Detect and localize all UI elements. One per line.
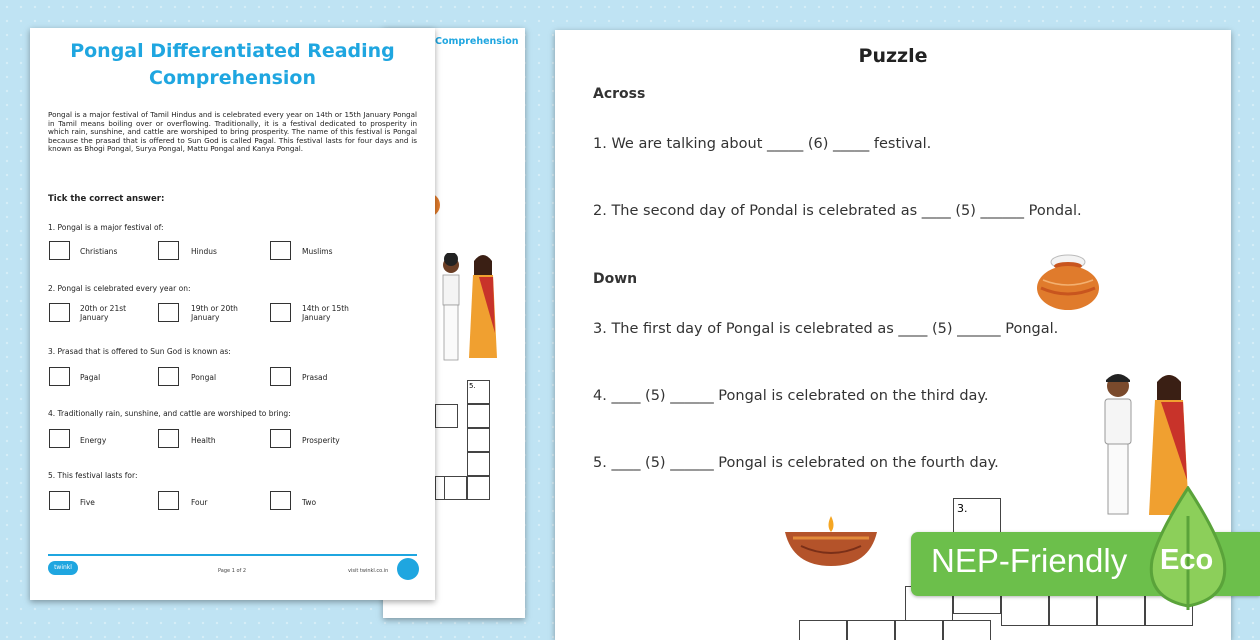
answer-option: Hindus — [191, 247, 217, 256]
answer-option: 19th or 20th January — [191, 304, 238, 322]
answer-option: Health — [191, 436, 216, 445]
crossword-cell — [895, 620, 943, 640]
answer-option: Energy — [80, 436, 107, 445]
answer-checkbox[interactable] — [270, 303, 291, 322]
crossword-clue-number: 3. — [957, 502, 968, 515]
question-2: 2. Pongal is celebrated every year on: — [48, 284, 191, 293]
crossword-cell — [799, 620, 847, 640]
answer-checkbox[interactable] — [49, 367, 70, 386]
answer-checkbox[interactable] — [49, 429, 70, 448]
eco-label: Eco — [1160, 544, 1214, 576]
footer-divider — [48, 554, 417, 556]
answer-checkbox[interactable] — [270, 491, 291, 510]
answer-option: 20th or 21st January — [80, 304, 127, 322]
puzzle-title: Puzzle — [858, 45, 928, 67]
answer-option: Christians — [80, 247, 118, 256]
back-page-title: Comprehension — [435, 36, 519, 47]
answer-option: Muslims — [302, 247, 333, 256]
clue-2: 2. The second day of Pondal is celebrated as ____ (5) ______ Pondal. — [593, 203, 1082, 219]
answer-checkbox[interactable] — [49, 241, 70, 260]
answer-checkbox[interactable] — [158, 367, 179, 386]
question-1: 1. Pongal is a major festival of: — [48, 223, 164, 232]
footer-logo: twinkl — [48, 561, 78, 575]
answer-option: Pagal — [80, 373, 101, 382]
answer-option: Two — [302, 498, 317, 507]
answer-option: Five — [80, 498, 95, 507]
crossword-clue-number: 5. — [469, 382, 476, 390]
page-title — [30, 38, 435, 92]
title-line-2: Comprehension — [149, 67, 316, 89]
clue-1: 1. We are talking about _____ (6) _____ festival. — [593, 136, 932, 152]
instruction-text: Tick the correct answer: — [48, 194, 165, 204]
answer-checkbox[interactable] — [158, 429, 179, 448]
footer-badge-icon — [397, 558, 419, 580]
crossword-cell — [467, 404, 490, 428]
footer-url: visit twinkl.co.in — [348, 568, 389, 574]
clue-5: 5. ____ (5) ______ Pongal is celebrated on the fourth day. — [593, 455, 999, 471]
across-heading: Across — [593, 86, 646, 102]
answer-checkbox[interactable] — [270, 367, 291, 386]
crossword-cell-5 — [467, 380, 490, 404]
crossword-cell — [467, 428, 490, 452]
answer-option: Pongal — [191, 373, 217, 382]
pongal-pot-illustration — [1035, 250, 1101, 312]
crossword-cell — [943, 620, 991, 640]
answer-checkbox[interactable] — [270, 241, 291, 260]
answer-option: 14th or 15th January — [302, 304, 349, 322]
crossword-cell — [435, 404, 458, 428]
down-heading: Down — [593, 271, 638, 287]
reading-passage: Pongal is a major festival of Tamil Hindus and is celebrated every year on 14th or 15th January Pongal in Tamil means boiling over or overflowing. Traditionally, it is a festival dedicated to prosperity in which rain, sunshine, and cattle are worshiped to bring prosperity. The name of this festival is Pongal because the prasad that is offered to Sun God is called Pagal. This festival lasts for four days and is known as Bhogi Pongal, Surya Pongal, Mattu Pongal and Kanya Pongal. — [48, 110, 417, 154]
crossword-cell — [467, 452, 490, 476]
clue-3: 3. The first day of Pongal is celebrated as ____ (5) ______ Pongal. — [593, 321, 1059, 337]
diya-lamp-illustration — [783, 512, 879, 568]
title-line-1: Pongal Differentiated Reading — [70, 40, 395, 62]
answer-checkbox[interactable] — [158, 303, 179, 322]
nep-friendly-label: NEP-Friendly — [931, 542, 1128, 579]
couple-illustration — [435, 253, 505, 373]
crossword-cell — [444, 476, 467, 500]
answer-option: Four — [191, 498, 208, 507]
question-5: 5. This festival lasts for: — [48, 471, 138, 480]
question-3: 3. Prasad that is offered to Sun God is known as: — [48, 347, 231, 356]
crossword-cell — [467, 476, 490, 500]
answer-option: Prosperity — [302, 436, 340, 445]
footer-page-number: Page 1 of 2 — [218, 568, 247, 574]
answer-checkbox[interactable] — [49, 303, 70, 322]
reading-comprehension-page — [30, 28, 435, 600]
answer-option: Prasad — [302, 373, 328, 382]
answer-checkbox[interactable] — [49, 491, 70, 510]
crossword-cell — [847, 620, 895, 640]
answer-checkbox[interactable] — [270, 429, 291, 448]
question-4: 4. Traditionally rain, sunshine, and cattle are worshiped to bring: — [48, 409, 291, 418]
clue-4: 4. ____ (5) ______ Pongal is celebrated on the third day. — [593, 388, 989, 404]
answer-checkbox[interactable] — [158, 241, 179, 260]
answer-checkbox[interactable] — [158, 491, 179, 510]
